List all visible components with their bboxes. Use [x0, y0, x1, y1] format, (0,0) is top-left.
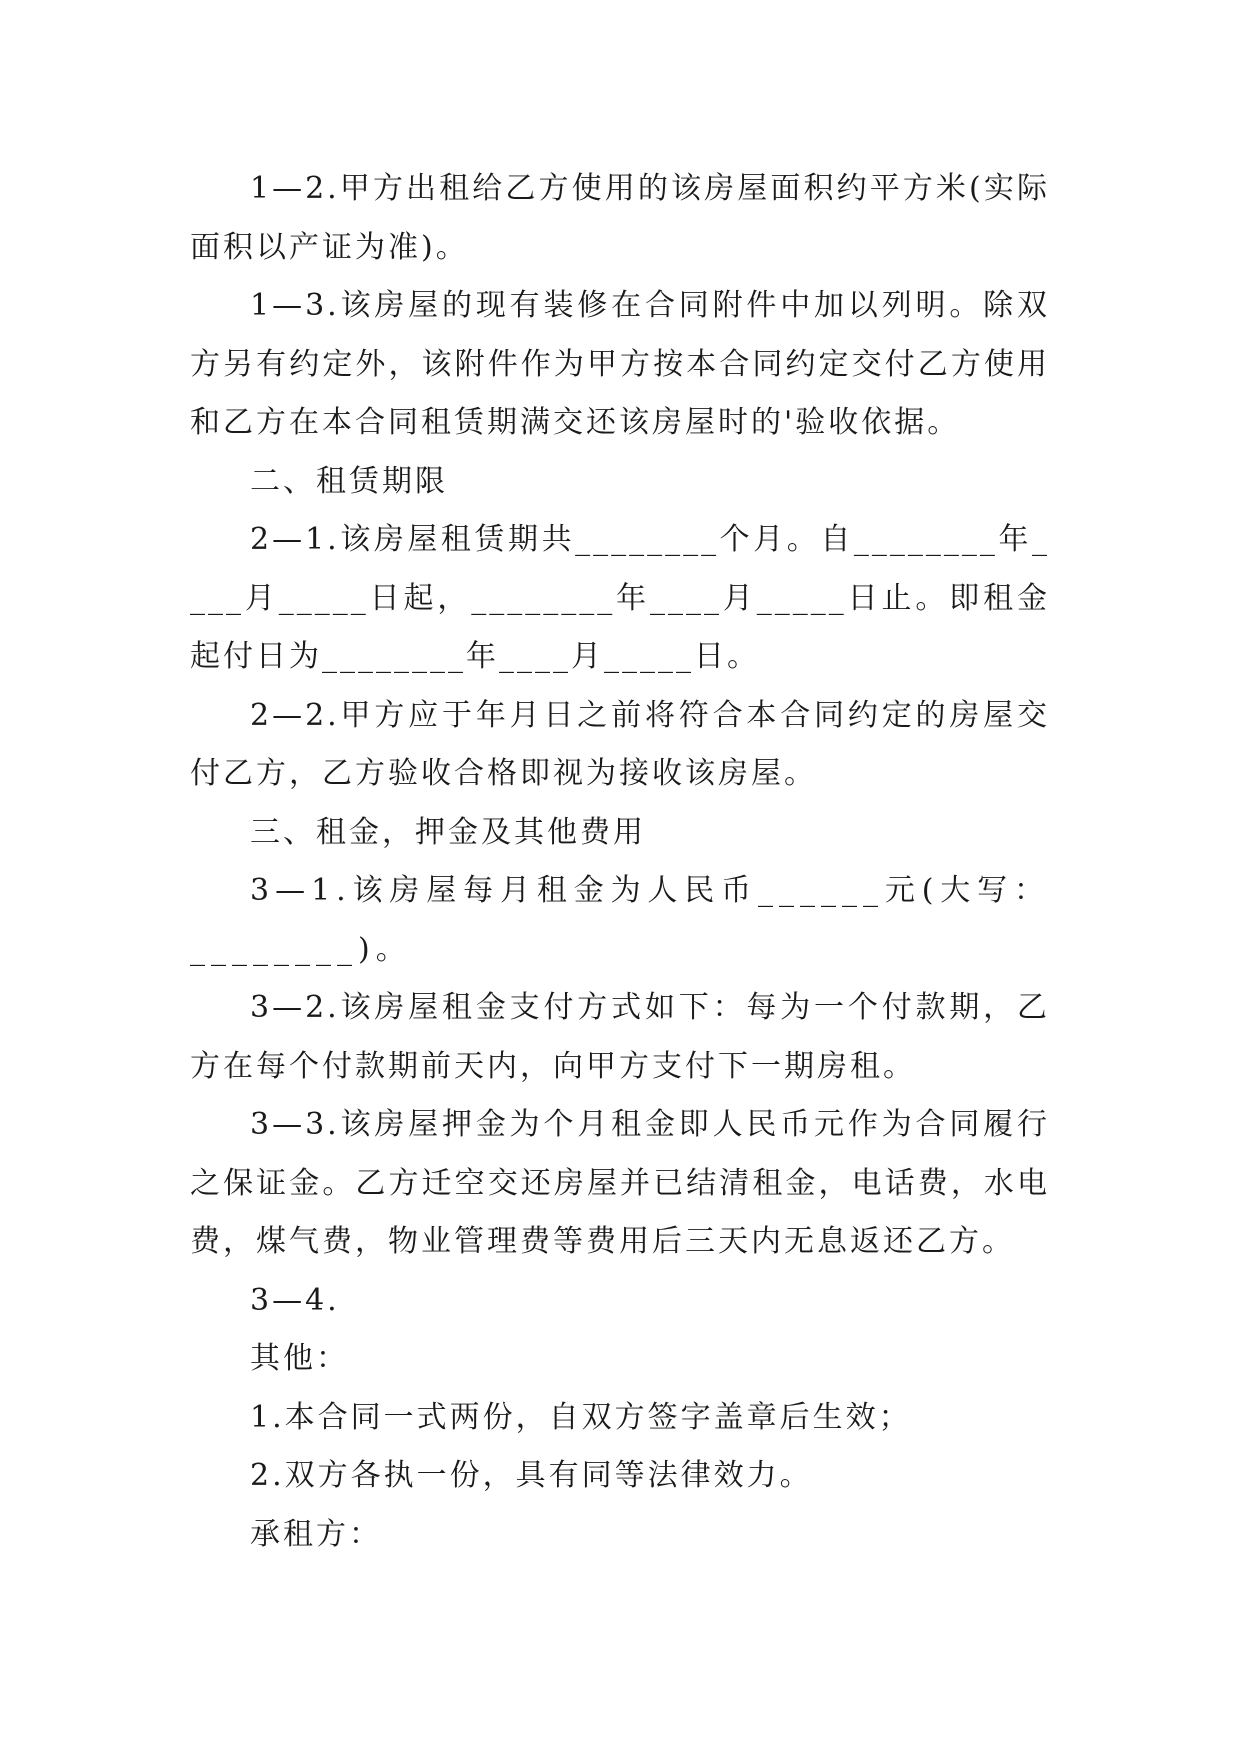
other-item-2: 2.双方各执一份，具有同等法律效力。	[250, 1458, 813, 1493]
clause-1-3: 1—3.该房屋的现有装修在合同附件中加以列明。除双方另有约定外，该附件作为甲方按本合同约定交付乙方使用和乙方在本合同租赁期满交还该房屋时的'验收依据。	[190, 288, 1050, 440]
clause-2-1: 2—1.该房屋租赁期共________个月。自________年____月_____日起，________年____月_____日止。即租金起付日为________年____月_____日。	[190, 522, 1050, 674]
clause-1-2: 1—2.甲方出租给乙方使用的该房屋面积约平方米(实际面积以产证为准)。	[190, 171, 1050, 265]
clause-3-2: 3—2.该房屋租金支付方式如下：每为一个付款期，乙方在每个付款期前天内，向甲方支付下一期房租。	[190, 990, 1050, 1084]
clause-3-1: 3—1.该房屋每月租金为人民币______元(大写：________)。	[190, 873, 1050, 967]
section-heading-lease-term: 二、租赁期限	[250, 463, 448, 499]
clause-3-3: 3—3.该房屋押金为个月租金即人民币元作为合同履行之保证金。乙方迁空交还房屋并已结清租金，电话费，水电费，煤气费，物业管理费等费用后三天内无息返还乙方。	[190, 1107, 1050, 1259]
other-item-1: 1.本合同一式两份，自双方签字盖章后生效；	[250, 1399, 912, 1435]
contract-page	[190, 160, 1050, 1564]
clause-2-2: 2—2.甲方应于年月日之前将符合本合同约定的房屋交付乙方，乙方验收合格即视为接收该房屋。	[190, 697, 1050, 791]
other-heading: 其他：	[250, 1341, 349, 1376]
section-heading-rent-deposit: 三、租金，押金及其他费用	[250, 814, 646, 850]
clause-3-4: 3—4.	[250, 1282, 340, 1318]
tenant-signature-label: 承租方：	[250, 1516, 382, 1552]
